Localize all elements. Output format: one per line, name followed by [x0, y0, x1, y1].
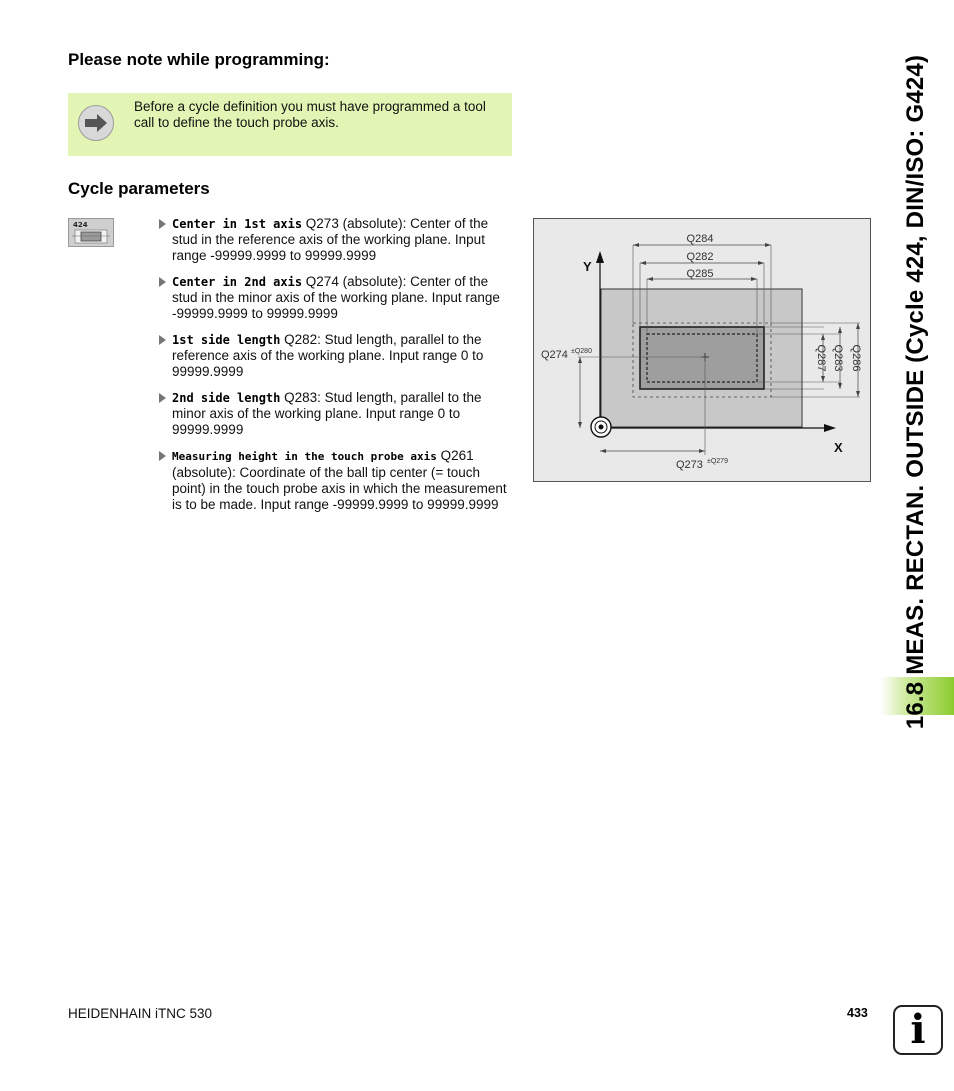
- page-number: 433: [847, 1006, 868, 1020]
- dim-label-q285: Q285: [686, 268, 714, 280]
- param-description: Q273 (absolute): Center of the stud in the reference axis of the working plane. Input range -99999.9999 to 99999.9999: [172, 216, 489, 263]
- param-description: Q261 (absolute): Coordinate of the ball tip center (= touch point) in the touch probe axis in which the measurement is to be made. Input range -99999.9999 to 99999.9999: [172, 448, 507, 512]
- dim-label-q286: Q286: [850, 344, 862, 372]
- note-heading: Please note while programming:: [68, 50, 330, 69]
- dim-label-q274: Q274: [541, 349, 568, 361]
- param-code: 2nd side length: [172, 391, 281, 405]
- info-glyph: i: [910, 1006, 926, 1053]
- arrow-right-icon: [78, 105, 114, 141]
- bullet-triangle-icon: [159, 219, 166, 229]
- param-2nd-side-length: [158, 390, 514, 438]
- dim-label-q287: Q287: [815, 344, 827, 372]
- cycle-icon-number: 424: [73, 221, 88, 229]
- dim-label-q282: Q282: [686, 251, 714, 263]
- bullet-triangle-icon: [159, 277, 166, 287]
- dim-label-q279: ±Q279: [707, 458, 728, 465]
- note-text: Before a cycle definition you must have programmed a tool call to define the touch probe axis.: [134, 99, 486, 130]
- dim-label-q273: Q273: [676, 459, 703, 471]
- param-1st-side-length: [158, 332, 514, 380]
- x-axis-label: X: [834, 440, 843, 455]
- param-code: Measuring height in the touch probe axis: [172, 450, 437, 463]
- dim-label-q284: Q284: [686, 233, 714, 245]
- param-code: Center in 2nd axis: [172, 275, 303, 289]
- param-description: Q282: Stud length, parallel to the reference axis of the working plane. Input range 0 to 99999.9999: [172, 332, 484, 379]
- parameter-list: [158, 216, 514, 523]
- note-box: [68, 93, 512, 156]
- y-axis-label: Y: [583, 259, 592, 274]
- cycle-parameters-heading: Cycle parameters: [68, 179, 210, 198]
- bullet-triangle-icon: [159, 393, 166, 403]
- dim-label-q283: Q283: [832, 344, 844, 372]
- param-code: Center in 1st axis: [172, 217, 303, 231]
- dim-label-q280: ±Q280: [571, 348, 592, 355]
- info-icon: [893, 1005, 943, 1055]
- param-description: Q283: Stud length, parallel to the minor axis of the working plane. Input range 0 to 99999.9999: [172, 390, 482, 437]
- param-code: 1st side length: [172, 333, 281, 347]
- cycle-diagram: [533, 218, 871, 482]
- bullet-triangle-icon: [159, 335, 166, 345]
- param-center-1st-axis: [158, 216, 514, 264]
- cycle-424-icon: [68, 218, 114, 247]
- param-description: Q274 (absolute): Center of the stud in the minor axis of the working plane. Input range -99999.9999 to 99999.9999: [172, 274, 500, 321]
- bullet-triangle-icon: [159, 451, 166, 461]
- footer-product-name: HEIDENHAIN iTNC 530: [68, 1006, 213, 1021]
- stud-rect: [640, 327, 764, 389]
- param-measuring-height: [158, 448, 514, 513]
- param-center-2nd-axis: [158, 274, 514, 322]
